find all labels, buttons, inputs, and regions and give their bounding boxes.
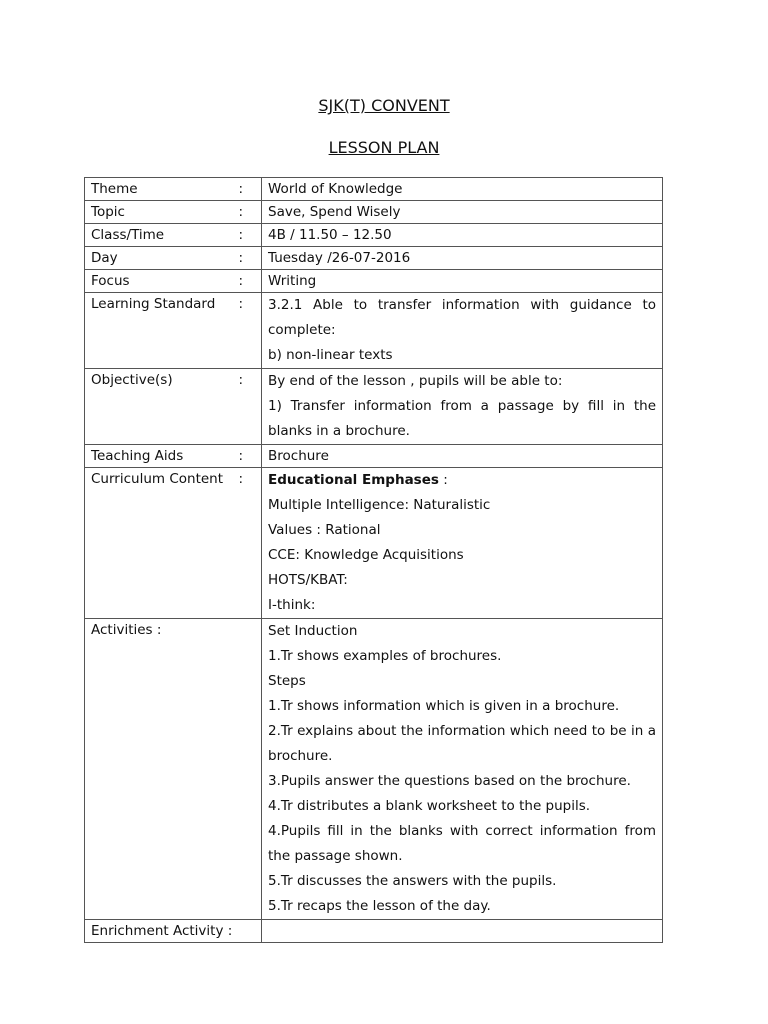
theme-label: Theme — [91, 181, 138, 197]
curriculum-line: I-think: — [268, 597, 316, 613]
teaching-aids-label: Teaching Aids — [91, 448, 184, 464]
colon: : — [238, 227, 243, 243]
row-objectives — [85, 369, 663, 445]
theme-value: World of Knowledge — [262, 178, 663, 201]
learning-standard-line: b) non-linear texts — [268, 347, 393, 363]
enrichment-label: Enrichment Activity : — [91, 923, 233, 939]
row-curriculum-content — [85, 468, 663, 619]
row-class-time — [85, 224, 663, 247]
colon: : — [238, 372, 243, 388]
row-day — [85, 247, 663, 270]
class-time-label: Class/Time — [91, 227, 165, 243]
activity-line: 1.Tr shows information which is given in a brochure. — [268, 698, 620, 714]
objective-line: 1) Transfer information from a passage by fill in the blanks in a brochure. — [268, 398, 656, 439]
row-theme — [85, 178, 663, 201]
curriculum-line: HOTS/KBAT: — [268, 572, 348, 588]
topic-label: Topic — [91, 204, 125, 220]
row-topic — [85, 201, 663, 224]
colon: : — [238, 204, 243, 220]
activity-line: 5.Tr recaps the lesson of the day. — [268, 898, 491, 914]
curriculum-line: CCE: Knowledge Acquisitions — [268, 547, 464, 563]
row-learning-standard — [85, 293, 663, 369]
lesson-plan-table — [84, 177, 663, 943]
activities-label: Activities : — [91, 622, 162, 638]
row-focus — [85, 270, 663, 293]
curriculum-line: Values : Rational — [268, 522, 381, 538]
objective-line: By end of the lesson , pupils will be able to: — [268, 373, 563, 389]
activity-line: 3.Pupils answer the questions based on the brochure. — [268, 773, 631, 789]
colon: : — [238, 250, 243, 266]
enrichment-value — [262, 920, 663, 943]
colon: : — [238, 471, 243, 487]
colon: : — [238, 296, 243, 312]
learning-standard-label: Learning Standard — [91, 296, 216, 312]
school-name: SJK(T) CONVENT — [318, 96, 450, 115]
row-teaching-aids — [85, 445, 663, 468]
teaching-aids-value: Brochure — [262, 445, 663, 468]
activity-line: Steps — [268, 673, 306, 689]
topic-value: Save, Spend Wisely — [262, 201, 663, 224]
colon: : — [238, 181, 243, 197]
day-value: Tuesday /26-07-2016 — [262, 247, 663, 270]
learning-standard-line: 3.2.1 Able to transfer information with guidance to complete: — [268, 297, 656, 338]
class-time-value: 4B / 11.50 – 12.50 — [262, 224, 663, 247]
colon: : — [238, 448, 243, 464]
activity-line: 4.Pupils fill in the blanks with correct information from the passage shown. — [268, 823, 656, 864]
focus-value: Writing — [262, 270, 663, 293]
curriculum-line: Multiple Intelligence: Naturalistic — [268, 497, 491, 513]
activity-line: 5.Tr discusses the answers with the pupils. — [268, 873, 557, 889]
activity-line: 2.Tr explains about the information which need to be in a brochure. — [268, 723, 656, 764]
activity-line: Set Induction — [268, 623, 358, 639]
activity-line: 4.Tr distributes a blank worksheet to the pupils. — [268, 798, 591, 814]
document-title: LESSON PLAN — [328, 138, 440, 157]
row-enrichment — [85, 920, 663, 943]
focus-label: Focus — [91, 273, 130, 289]
objectives-label: Objective(s) — [91, 372, 173, 388]
colon: : — [238, 273, 243, 289]
curriculum-content-label: Curriculum Content — [91, 471, 224, 487]
row-activities — [85, 619, 663, 920]
activity-line: 1.Tr shows examples of brochures. — [268, 648, 502, 664]
educational-emphases-heading: Educational Emphases — [268, 472, 439, 488]
day-label: Day — [91, 250, 118, 266]
colon: : — [443, 472, 448, 488]
